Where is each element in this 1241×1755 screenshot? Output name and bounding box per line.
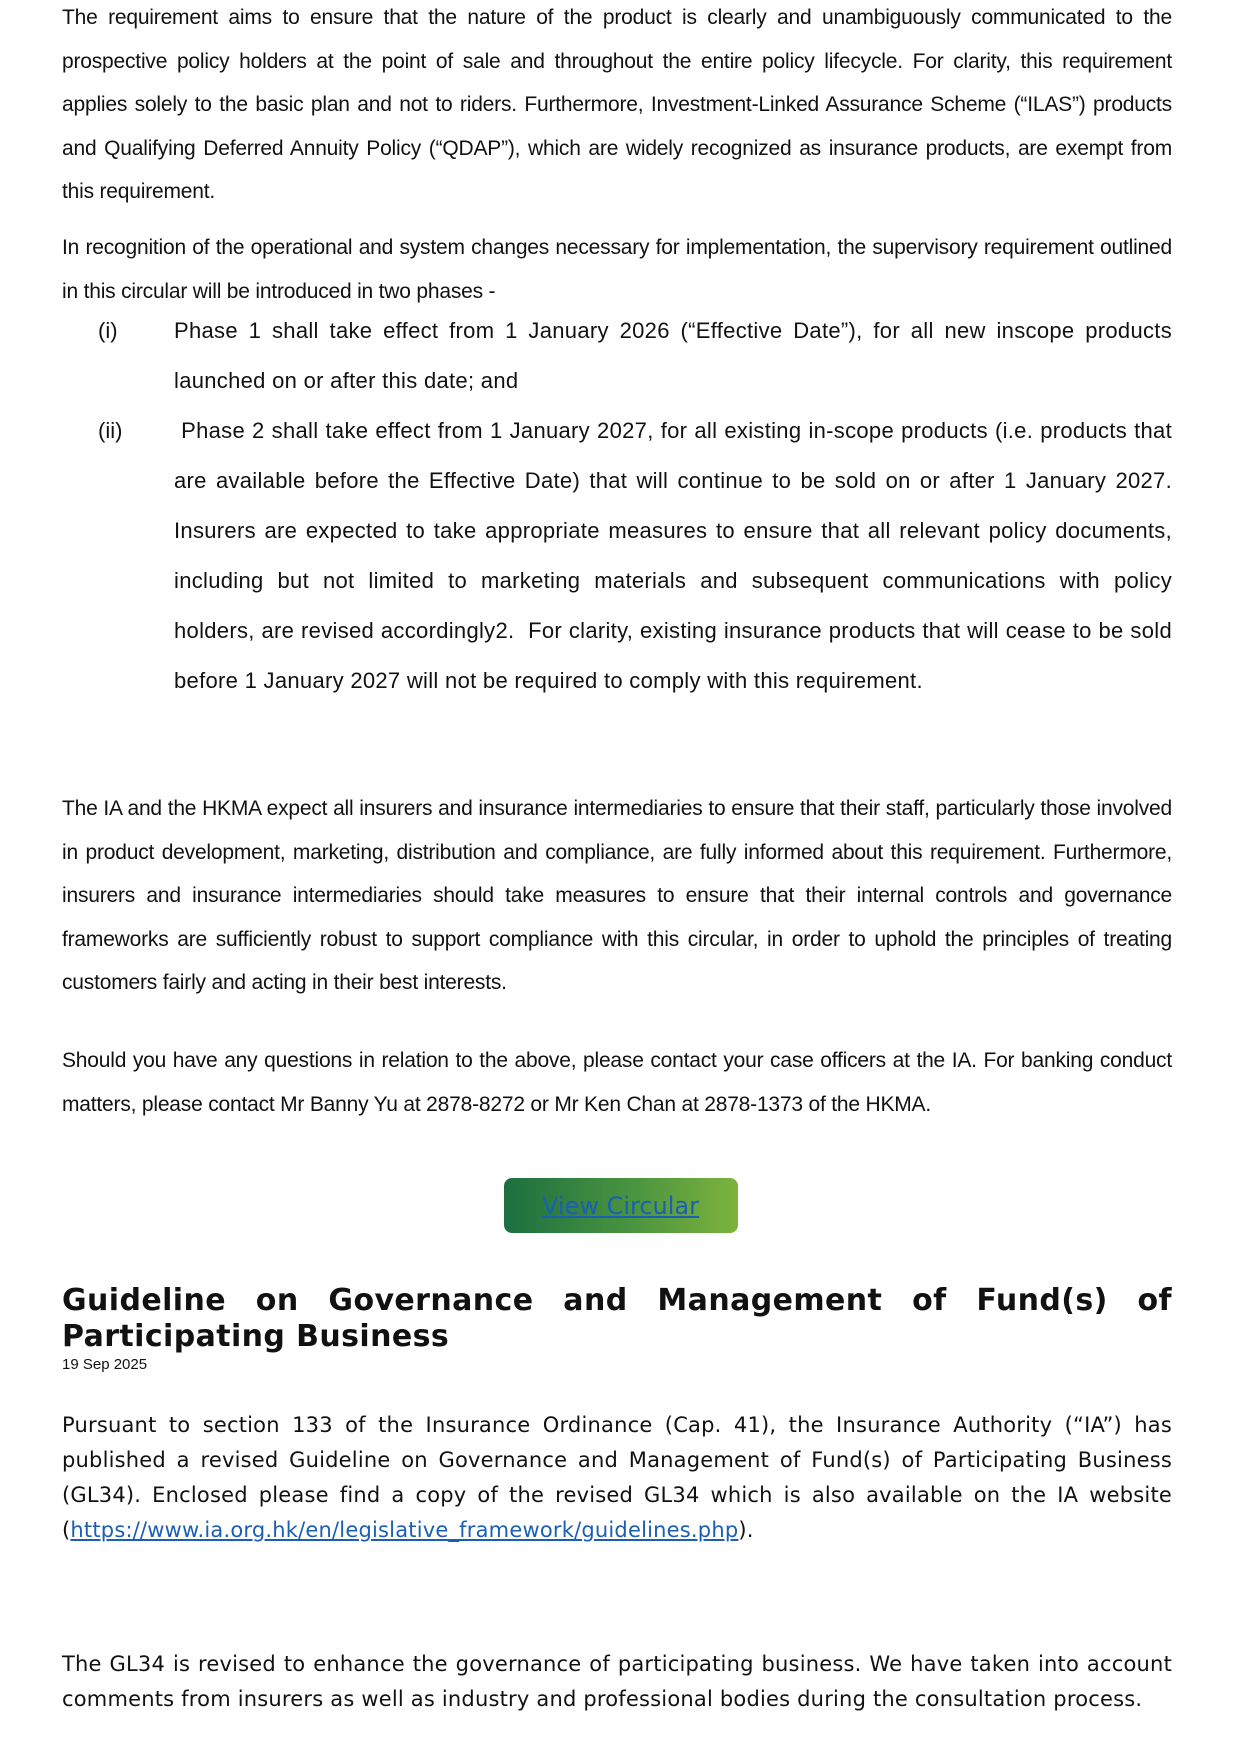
paragraph-product-nature: The requirement aims to ensure that the nature of the product is clearly and unambiguously communicated to the prospective policy holders at the point of sale and throughout the entire policy lifecycle. For clarity, this requirement applies solely to the basic plan and not to riders. Furthermore, Investment-Linked Assurance Scheme (“ILAS”) products and Qualifying Deferred Annuity Policy (“QDAP”), which are widely recognized as insurance products, are exempt from this requirement. [62, 6, 1172, 203]
paragraph-text: ). [738, 1518, 754, 1542]
ia-guidelines-link[interactable]: https://www.ia.org.hk/en/legislative_framework/guidelines.php [70, 1518, 739, 1542]
view-circular-link[interactable]: View Circular [542, 1191, 699, 1220]
paragraph-implementation-phases: In recognition of the operational and system changes necessary for implementation, the supervisory requirement outlined in this circular will be introduced in two phases - [62, 236, 1172, 303]
view-circular-container [0, 1178, 1241, 1233]
paragraph-staff-expectations: The IA and the HKMA expect all insurers and insurance intermediaries to ensure that their staff, particularly those involved in product development, marketing, distribution and compliance, are fully informed about this requirement. Furthermore, insurers and insurance intermediaries should take measures to ensure that their internal controls and governance frameworks are sufficiently robust to support compliance with this circular, in order to uphold the principles of treating customers fairly and acting in their best interests. [62, 797, 1172, 994]
paragraph-gl34-revision: The GL34 is revised to enhance the governance of participating business. We have taken into account comments from insurers as well as industry and professional bodies during the consultation process. [62, 1652, 1172, 1711]
paragraph-contacts: Should you have any questions in relation to the above, please contact your case officers at the IA. For banking conduct matters, please contact Mr Banny Yu at 2878-8272 or Mr Ken Chan at 2878-1373 of the HKMA. [62, 1049, 1172, 1116]
paragraph-text: Pursuant to section 133 of the Insurance Ordinance (Cap. 41), the Insurance Authority (“IA”) has published a revised Guideline on Governance and Management of Fund(s) of Participating Business (GL34). Enclosed please find a copy of the revised GL34 which is also available on the IA website ( [62, 1413, 1172, 1542]
publish-date: 19 Sep 2025 [62, 1356, 148, 1373]
phase-text: Phase 2 shall take effect from 1 January 2027, for all existing in-scope products (i.e. products that are available before the Effective Date) that will continue to be sold on or after 1 January 2027. Insurers are expected to take appropriate measures to ensure that all relevant policy documents, including but not limited to marketing materials and subsequent communications with policy holders, are revised accordingly2. For clarity, existing insurance products that will cease to be sold before 1 January 2027 will not be required to comply with this requirement. [174, 418, 1185, 693]
phase-number: (ii) [98, 418, 123, 443]
phase-text: Phase 1 shall take effect from 1 January 2026 (“Effective Date”), for all new inscope products launched on or after this date; and [174, 318, 1172, 393]
section-title: Guideline on Governance and Management of Fund(s) of Participating Business [62, 1283, 1172, 1354]
paragraph-gl34-announcement [62, 1408, 1172, 1548]
view-circular-button[interactable] [504, 1178, 738, 1233]
phase-item-1 [62, 306, 1172, 406]
phase-number: (i) [98, 318, 118, 343]
phase-item-2 [62, 406, 1185, 706]
phase-list [62, 306, 1185, 706]
